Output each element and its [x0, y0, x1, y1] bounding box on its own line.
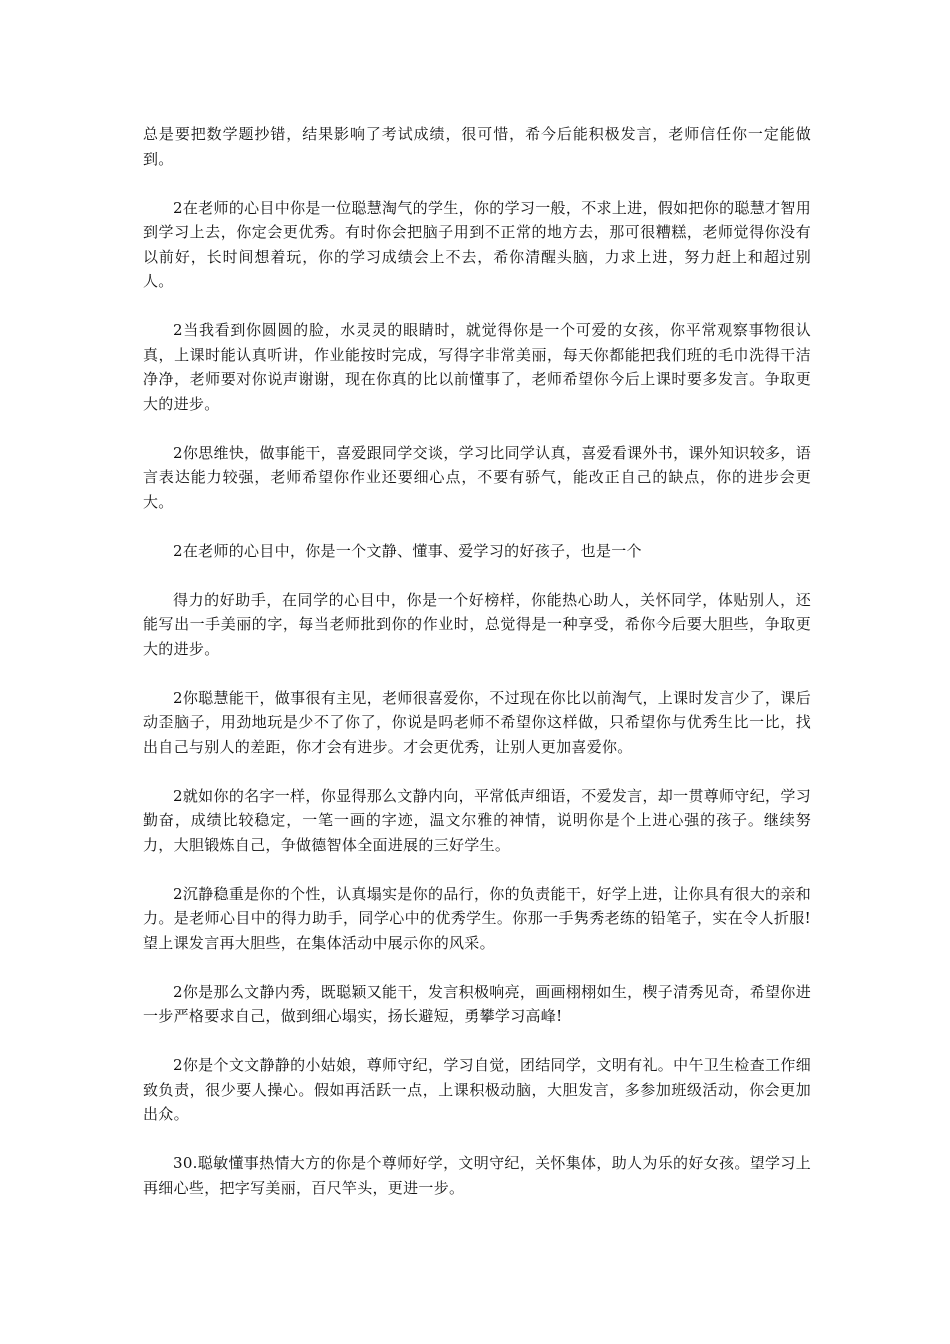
paragraph-3: 2当我看到你圆圆的脸，水灵灵的眼睛时，就觉得你是一个可爱的女孩，你平常观察事物很认真，上课时能认真听讲，作业能按时完成，写得字非常美丽，每天你都能把我们班的毛巾洗得干洁净净，老师要对你说声谢谢，现在你真的比以前懂事了，老师希望你今后上课时要多发言。争取更大的进步。	[143, 321, 811, 413]
paragraph-4: 2你思维快，做事能干，喜爱跟同学交谈，学习比同学认真，喜爱看课外书，课外知识较多，语言表达能力较强，老师希望你作业还要细心点，不要有骄气，能改正自己的缺点，你的进步会更大。	[143, 443, 811, 511]
paragraph-11: 2你是个文文静静的小姑娘，尊师守纪，学习自觉，团结同学，文明有礼。中午卫生检查工作细致负责，很少要人操心。假如再活跃一点，上课积极动脑，大胆发言，多参加班级活动，你会更加出众。	[143, 1056, 811, 1123]
paragraph-1: 总是要把数学题抄错，结果影响了考试成绩，很可惜，希今后能积极发言，老师信任你一定能做到。	[143, 125, 811, 168]
paragraph-9: 2沉静稳重是你的个性，认真塌实是你的品行，你的负责能干，好学上进，让你具有很大的亲和力。是老师心目中的得力助手，同学心中的优秀学生。你那一手隽秀老练的铅笔子，实在令人折服!望上课发言再大胆些，在集体活动中展示你的风采。	[143, 884, 811, 952]
paragraph-6: 得力的好助手，在同学的心目中，你是一个好榜样，你能热心助人，关怀同学，体贴别人，还能写出一手美丽的字，每当老师批到你的作业时，总觉得是一种享受，希你今后要大胆些，争取更大的进步。	[143, 590, 811, 658]
paragraph-7: 2你聪慧能干，做事很有主见，老师很喜爱你，不过现在你比以前淘气，上课时发言少了，课后动歪脑子，用劲地玩是少不了你了，你说是吗老师不希望你这样做，只希望你与优秀生比一比，找出自己与别人的差距，你才会有进步。才会更优秀，让别人更加喜爱你。	[143, 688, 811, 756]
paragraph-10: 2你是那么文静内秀，既聪颖又能干，发言积极响亮，画画栩栩如生，楔子清秀见奇，希望你进一步严格要求自己，做到细心塌实，扬长避短，勇攀学习高峰!	[143, 982, 811, 1025]
paragraph-12: 30.聪敏懂事热情大方的你是个尊师好学，文明守纪，关怀集体，助人为乐的好女孩。望学习上再细心些，把字写美丽，百尺竿头，更进一步。	[143, 1154, 811, 1197]
document-body	[143, 122, 811, 1225]
paragraph-2: 2在老师的心目中你是一位聪慧淘气的学生，你的学习一般，不求上进，假如把你的聪慧才智用到学习上去，你定会更优秀。有时你会把脑子用到不正常的地方去，那可很糟糕，老师觉得你没有以前好，长时间想着玩，你的学习成绩会上不去，希你清醒头脑，力求上进，努力赶上和超过别人。	[143, 198, 811, 290]
paragraph-5: 2在老师的心目中，你是一个文静、懂事、爱学习的好孩子，也是一个	[173, 541, 642, 560]
paragraph-8: 2就如你的名字一样，你显得那么文静内向，平常低声细语，不爱发言，却一贯尊师守纪，学习勤奋，成绩比较稳定，一笔一画的字迹，温文尔雅的神情，说明你是个上进心强的孩子。继续努力，大胆锻炼自己，争做德智体全面进展的三好学生。	[143, 786, 811, 854]
